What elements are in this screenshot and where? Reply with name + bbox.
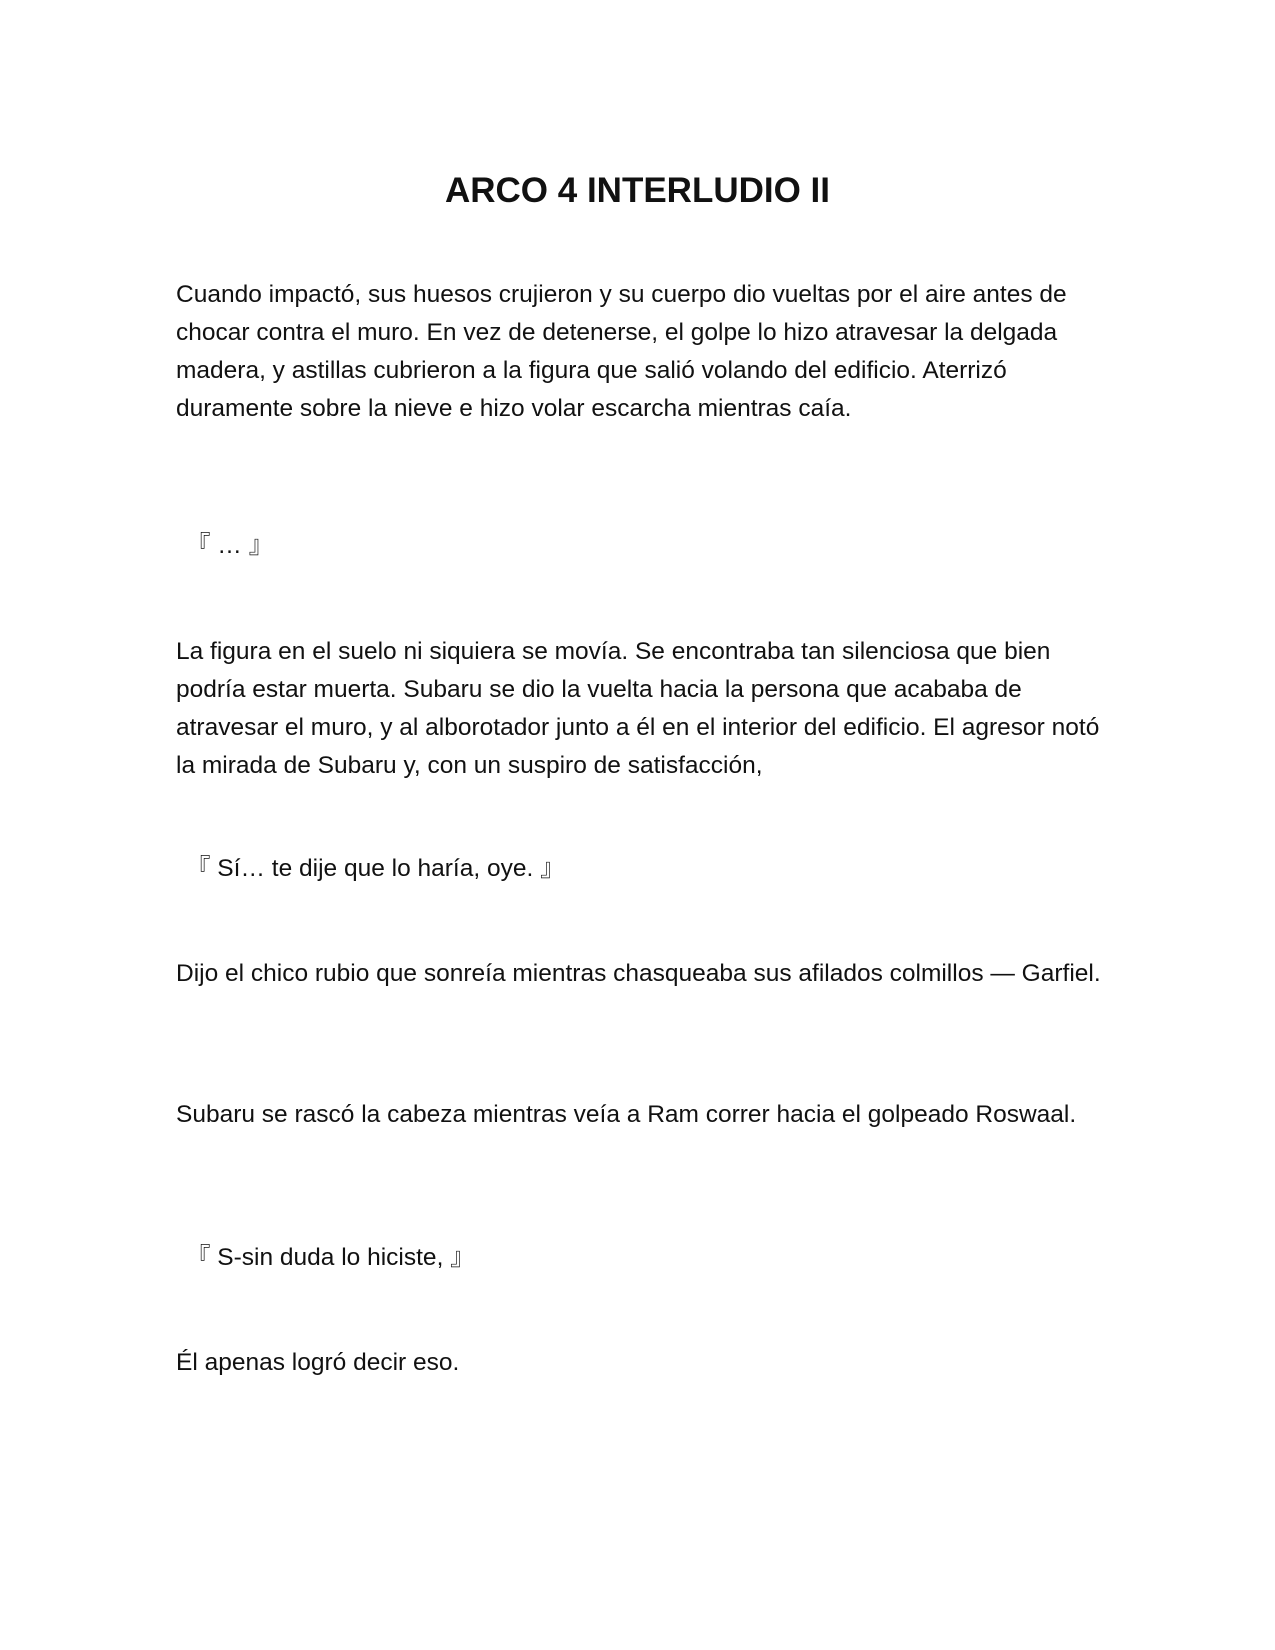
paragraph-1: Cuando impactó, sus huesos crujieron y su cuerpo dio vueltas por el aire antes de chocar contra el muro. En vez de detenerse, el golpe lo hizo atravesar la delgada madera, y astillas cubrieron a la figura que salió volando del edificio. Aterrizó duramente sobre la nieve e hizo volar escarcha mientras caía. — [176, 281, 1067, 422]
paragraph-3: Dijo el chico rubio que sonreía mientras chasqueaba sus afilados colmillos — Garfiel. — [176, 960, 1101, 987]
paragraph-2: La figura en el suelo ni siquiera se movía. Se encontraba tan silenciosa que bien podría estar muerta. Subaru se dio la vuelta hacia la persona que acababa de atravesar el muro, y al alborotador junto a él en el interior del edificio. El agresor notó la mirada de Subaru y, con un suspiro de satisfacción, — [176, 638, 1100, 779]
paragraph-5: Él apenas logró decir eso. — [176, 1349, 460, 1376]
dialogue-2: 『 Sí… te dije que lo haría, oye. 』 — [186, 855, 565, 882]
paragraph-4: Subaru se rascó la cabeza mientras veía a Ram correr hacia el golpeado Roswaal. — [176, 1101, 1077, 1128]
dialogue-3: 『 S-sin duda lo hiciste, 』 — [186, 1244, 475, 1271]
page-title: ARCO 4 INTERLUDIO II — [444, 171, 831, 211]
dialogue-1: 『 … 』 — [186, 532, 274, 559]
